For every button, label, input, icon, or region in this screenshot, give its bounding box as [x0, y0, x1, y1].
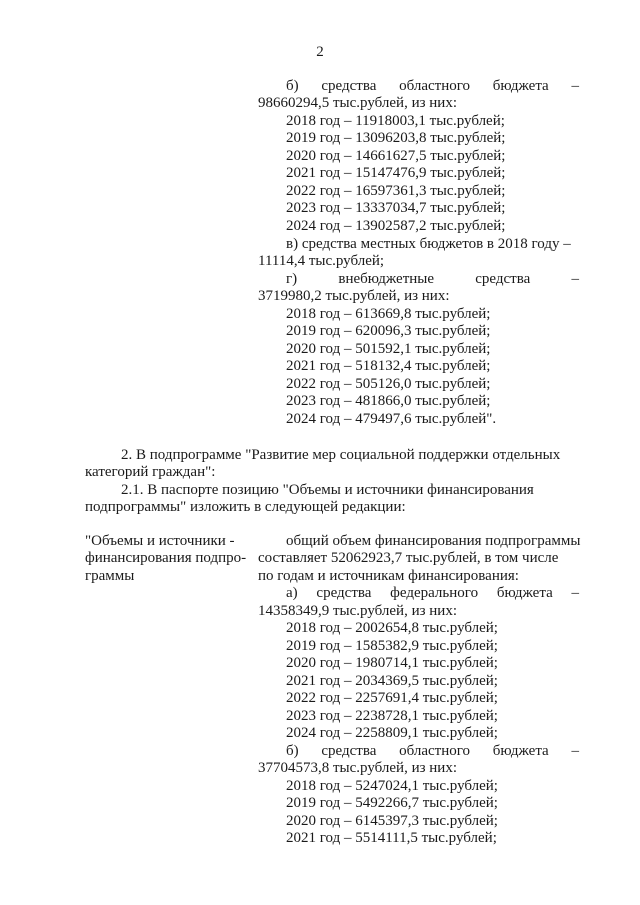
section-2-line: категорий граждан":	[85, 464, 216, 480]
b-year-line: 2018 год – 11918003,1 тыс.рублей;	[286, 113, 505, 129]
b-year-line: 2020 год – 14661627,5 тыс.рублей;	[286, 148, 506, 164]
a-year-line: 2018 год – 2002654,8 тыс.рублей;	[286, 620, 498, 636]
word: а)	[286, 585, 298, 601]
b2-year-line: 2019 год – 5492266,7 тыс.рублей;	[286, 795, 498, 811]
left-label-line: финансирования подпро-	[85, 550, 247, 566]
g-year-line: 2023 год – 481866,0 тыс.рублей;	[286, 393, 491, 409]
g-total: 3719980,2 тыс.рублей, из них:	[258, 288, 450, 304]
b-heading	[286, 77, 579, 95]
a-year-line: 2024 год – 2258809,1 тыс.рублей;	[286, 725, 498, 741]
a-year-line: 2019 год – 1585382,9 тыс.рублей;	[286, 638, 498, 654]
section-2-line: 2.1. В паспорте позицию "Объемы и источники финансирования	[121, 482, 534, 498]
a-heading	[286, 584, 579, 602]
a-year-line: 2020 год – 1980714,1 тыс.рублей;	[286, 655, 498, 671]
b-year-line: 2019 год – 13096203,8 тыс.рублей;	[286, 130, 506, 146]
g-year-line: 2020 год – 501592,1 тыс.рублей;	[286, 341, 491, 357]
b-year-line: 2021 год – 15147476,9 тыс.рублей;	[286, 165, 506, 181]
word: бюджета	[496, 585, 553, 601]
word: внебюджетные	[338, 271, 435, 287]
g-year-line: 2018 год – 613669,8 тыс.рублей;	[286, 306, 491, 322]
v-line-1: в) средства местных бюджетов в 2018 году –	[286, 236, 571, 252]
word: –	[571, 271, 579, 287]
word: средства	[316, 585, 372, 601]
b-year-line: 2023 год – 13337034,7 тыс.рублей;	[286, 200, 506, 216]
b-year-line: 2024 год – 13902587,2 тыс.рублей;	[286, 218, 506, 234]
page-number: 2	[316, 44, 324, 60]
b2-year-line: 2020 год – 6145397,3 тыс.рублей;	[286, 813, 498, 829]
b-total: 98660294,5 тыс.рублей, из них:	[258, 95, 457, 111]
v-line-2: 11114,4 тыс.рублей;	[258, 253, 385, 269]
a-year-line: 2022 год – 2257691,4 тыс.рублей;	[286, 690, 498, 706]
b2-year-line: 2021 год – 5514111,5 тыс.рублей;	[286, 830, 497, 846]
word: бюджета	[492, 78, 549, 94]
word: средства	[475, 271, 531, 287]
b2-heading	[286, 742, 579, 760]
a-year-line: 2023 год – 2238728,1 тыс.рублей;	[286, 708, 498, 724]
word: областного	[399, 78, 471, 94]
g-year-line: 2019 год – 620096,3 тыс.рублей;	[286, 323, 491, 339]
right-line: по годам и источникам финансирования:	[258, 568, 519, 584]
word: бюджета	[492, 743, 549, 759]
a-year-line: 2021 год – 2034369,5 тыс.рублей;	[286, 673, 498, 689]
section-2-line: 2. В подпрограмме "Развитие мер социальной поддержки отдельных	[121, 447, 561, 463]
g-year-line: 2024 год – 479497,6 тыс.рублей".	[286, 411, 497, 427]
g-year-line: 2022 год – 505126,0 тыс.рублей;	[286, 376, 491, 392]
left-label-line: граммы	[85, 568, 135, 584]
right-line: общий объем финансирования подпрограммы	[286, 533, 581, 549]
word: федерального	[390, 585, 479, 601]
right-line: составляет 52062923,7 тыс.рублей, в том числе	[258, 550, 559, 566]
word: –	[571, 585, 579, 601]
word: –	[571, 78, 579, 94]
b2-total: 37704573,8 тыс.рублей, из них:	[258, 760, 457, 776]
word: г)	[286, 271, 298, 287]
b-year-line: 2022 год – 16597361,3 тыс.рублей;	[286, 183, 506, 199]
word: областного	[399, 743, 471, 759]
g-year-line: 2021 год – 518132,4 тыс.рублей;	[286, 358, 491, 374]
left-label-line: "Объемы и источники -	[85, 533, 235, 549]
word: –	[571, 743, 579, 759]
word: б)	[286, 78, 299, 94]
word: средства	[321, 743, 377, 759]
section-2-line: подпрограммы" изложить в следующей редакции:	[85, 499, 406, 515]
a-total: 14358349,9 тыс.рублей, из них:	[258, 603, 457, 619]
g-heading	[286, 270, 579, 288]
b2-year-line: 2018 год – 5247024,1 тыс.рублей;	[286, 778, 498, 794]
word: б)	[286, 743, 299, 759]
word: средства	[321, 78, 377, 94]
